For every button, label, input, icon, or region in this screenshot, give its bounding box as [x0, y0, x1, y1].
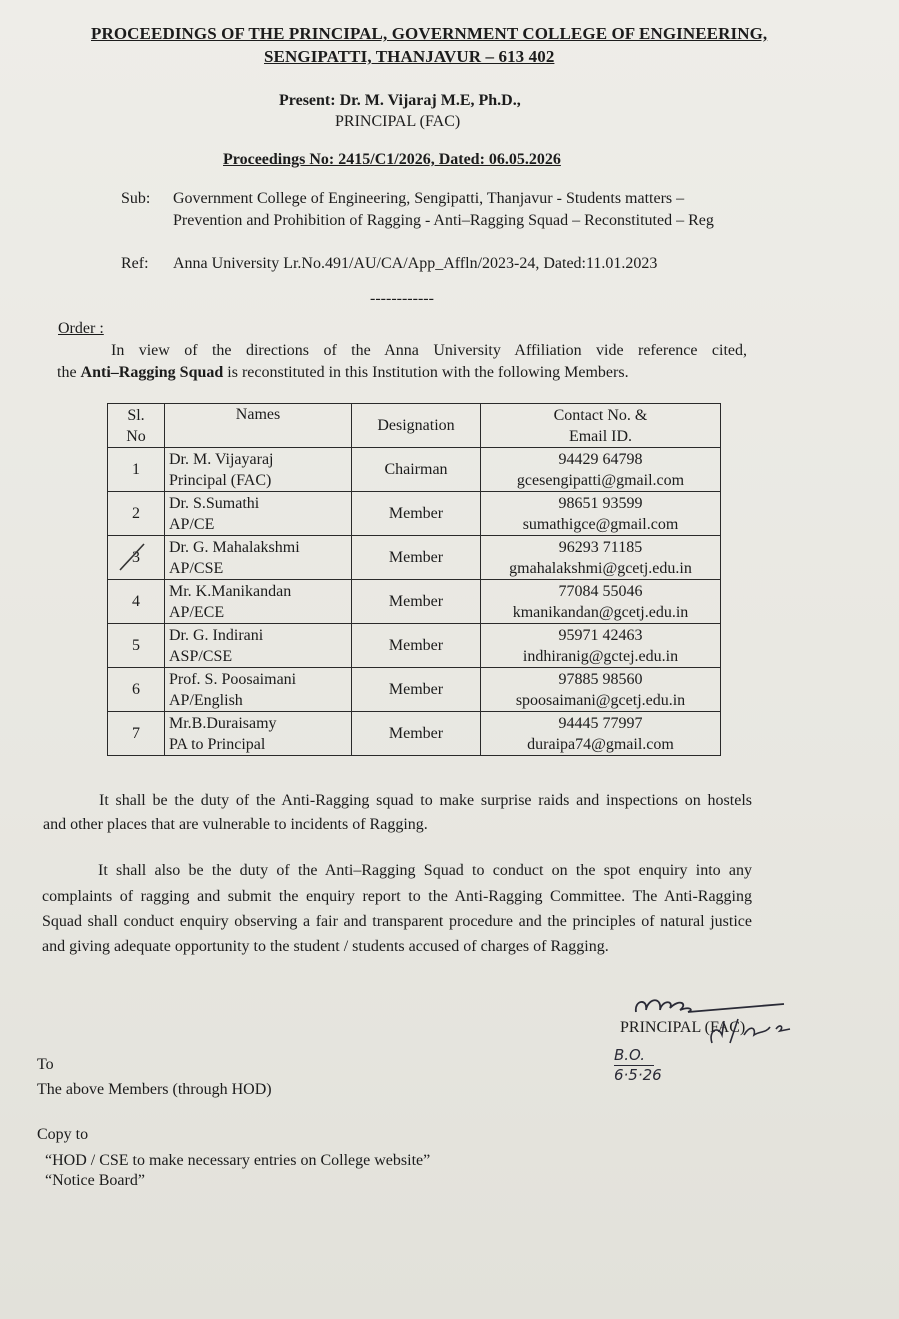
designation-cell: Chairman — [352, 448, 481, 492]
strike-mark-icon — [114, 538, 154, 578]
header-contact-2: Email ID. — [568, 427, 633, 445]
header-line-1: PROCEEDINGS OF THE PRINCIPAL, GOVERNMENT COLLEGE OF ENGINEERING, — [91, 24, 768, 43]
present-line-2: PRINCIPAL (FAC) — [335, 113, 461, 130]
member-post: PA to Principal — [169, 735, 266, 753]
member-email: spoosaimani@gcetj.edu.in — [515, 691, 686, 709]
initials-scrawl: B.O. — [614, 1046, 646, 1064]
sub-line-2: Prevention and Prohibition of Ragging - Anti–Ragging Squad – Reconstituted – Reg — [173, 212, 714, 229]
member-post: Principal (FAC) — [169, 471, 272, 489]
contact-cell — [481, 668, 721, 712]
para2-line-1: It shall also be the duty of the Anti–Ragging Squad to conduct on the spot enquiry into any — [98, 862, 752, 879]
contact-cell — [481, 712, 721, 756]
header-sl-no — [108, 404, 165, 448]
ref-text: Anna University Lr.No.491/AU/CA/App_Affln/2023-24, Dated:11.01.2023 — [173, 255, 658, 272]
member-email: duraipa74@gmail.com — [527, 735, 674, 753]
name-cell — [165, 580, 352, 624]
member-post: AP/ECE — [169, 603, 225, 621]
sl-cell — [108, 536, 165, 580]
order-line-2-post: is reconstituted in this Institution with the following Members. — [223, 364, 629, 381]
member-name: Dr. M. Vijayaraj — [169, 450, 274, 468]
para2-line-3: Squad shall conduct enquiry observing a fair and transparent procedure and the principles of natural justice — [42, 913, 752, 930]
name-cell — [165, 712, 352, 756]
member-name: Dr. G. Indirani — [169, 626, 264, 644]
order-line-2 — [57, 364, 629, 382]
copy-item-2: “Notice Board” — [45, 1172, 145, 1189]
designation-cell: Member — [352, 624, 481, 668]
sl-cell: 5 — [108, 624, 165, 668]
para1-line-1: It shall be the duty of the Anti-Ragging squad to make surprise raids and inspections on hostels — [99, 792, 752, 809]
to-text: The above Members (through HOD) — [37, 1081, 272, 1098]
table-row — [108, 668, 721, 712]
principal-title: PRINCIPAL (FAC) — [620, 1019, 746, 1036]
sl-cell: 2 — [108, 492, 165, 536]
name-cell — [165, 536, 352, 580]
member-email: indhiranig@gctej.edu.in — [522, 647, 679, 665]
designation-cell: Member — [352, 712, 481, 756]
signature-date: 6·5·26 — [614, 1066, 662, 1084]
sub-line-1: Government College of Engineering, Sengipatti, Thanjavur - Students matters – — [173, 190, 685, 207]
para2-line-2: complaints of ragging and submit the enquiry report to the Anti-Ragging Committee. The Anti-Ragging — [42, 888, 752, 905]
member-phone: 77084 55046 — [558, 582, 643, 600]
designation-cell: Member — [352, 536, 481, 580]
table-row — [108, 536, 721, 580]
member-name: Mr. K.Manikandan — [169, 582, 292, 600]
member-email: kmanikandan@gcetj.edu.in — [512, 603, 689, 621]
member-phone: 98651 93599 — [558, 494, 643, 512]
contact-cell — [481, 448, 721, 492]
member-post: ASP/CSE — [169, 647, 233, 665]
member-phone: 95971 42463 — [558, 626, 643, 644]
member-name: Mr.B.Duraisamy — [169, 714, 277, 732]
proceedings-number: Proceedings No: 2415/C1/2026, Dated: 06.05.2026 — [223, 151, 561, 168]
order-line-2-pre: the — [57, 364, 81, 381]
table-row — [108, 712, 721, 756]
header-sl-2: No — [126, 427, 146, 445]
contact-cell — [481, 580, 721, 624]
member-post: AP/English — [169, 691, 243, 709]
header-names: Names — [165, 404, 352, 448]
designation-cell: Member — [352, 580, 481, 624]
sl-cell: 1 — [108, 448, 165, 492]
members-table — [107, 403, 721, 756]
designation-cell: Member — [352, 668, 481, 712]
member-email: gcesengipatti@gmail.com — [516, 471, 685, 489]
sl-cell: 4 — [108, 580, 165, 624]
header-line-2: SENGIPATTI, THANJAVUR – 613 402 — [264, 47, 555, 66]
member-name: Prof. S. Poosaimani — [169, 670, 297, 688]
sub-label: Sub: — [121, 190, 151, 207]
to-label: To — [37, 1056, 54, 1073]
name-cell — [165, 492, 352, 536]
table-row — [108, 492, 721, 536]
header-contact-1: Contact No. & — [553, 406, 648, 424]
anti-ragging-squad-bold: Anti–Ragging Squad — [80, 364, 224, 381]
divider-dashes: ------------ — [370, 290, 434, 307]
member-email: gmahalakshmi@gcetj.edu.in — [509, 559, 692, 577]
member-name: Dr. S.Sumathi — [169, 494, 260, 512]
member-name: Dr. G. Mahalakshmi — [169, 538, 300, 556]
table-row — [108, 624, 721, 668]
table-header-row — [108, 404, 721, 448]
header-designation: Designation — [352, 404, 481, 448]
order-label: Order : — [58, 320, 104, 337]
order-line-1: In view of the directions of the Anna University Affiliation vide reference cited, — [111, 342, 747, 359]
copy-item-1: “HOD / CSE to make necessary entries on College website” — [45, 1152, 431, 1169]
name-cell — [165, 668, 352, 712]
member-phone: 94429 64798 — [558, 450, 643, 468]
name-cell — [165, 624, 352, 668]
ref-label: Ref: — [121, 255, 149, 272]
contact-cell — [481, 536, 721, 580]
table-row — [108, 448, 721, 492]
contact-cell — [481, 492, 721, 536]
contact-cell — [481, 624, 721, 668]
member-phone: 97885 98560 — [558, 670, 643, 688]
header-sl-1: Sl. — [127, 406, 145, 424]
para2-line-4: and giving adequate opportunity to the student / students accused of charges of Ragging. — [42, 938, 609, 955]
sl-cell: 6 — [108, 668, 165, 712]
present-line-1: Present: Dr. M. Vijaraj M.E, Ph.D., — [279, 92, 521, 109]
name-cell — [165, 448, 352, 492]
designation-cell: Member — [352, 492, 481, 536]
sl-cell: 7 — [108, 712, 165, 756]
copy-label: Copy to — [37, 1126, 89, 1143]
member-email: sumathigce@gmail.com — [522, 515, 679, 533]
member-post: AP/CE — [169, 515, 215, 533]
handwritten-date-scrawl-icon — [704, 1013, 804, 1053]
member-phone: 96293 71185 — [558, 538, 643, 556]
member-post: AP/CSE — [169, 559, 224, 577]
sl-number: 3 — [132, 549, 140, 566]
header-contact — [481, 404, 721, 448]
table-row — [108, 580, 721, 624]
member-phone: 94445 77997 — [558, 714, 643, 732]
para1-line-2: and other places that are vulnerable to incidents of Ragging. — [43, 816, 428, 833]
